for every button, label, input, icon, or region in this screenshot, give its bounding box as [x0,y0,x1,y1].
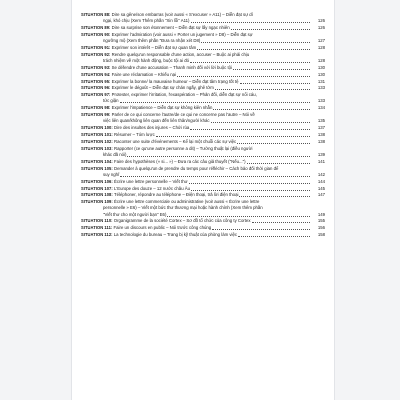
toc-entry-title-line: Écrire une lettre commerciale ou administrative (voir aussi « Écrire une lettre [114,199,260,205]
toc-entry-title-line: Dire sa gêne/son embarras (voir aussi « S'excuser » A11) – Diễn đạt sự dí [111,12,253,17]
situation-label: SITUATION 107: [81,185,113,191]
page-number: 131 [317,78,325,84]
toc-entry-title-line: Faire un discours en public – Nói trước công chúng [113,225,212,231]
toc-entry[interactable] [81,112,325,124]
toc-entry-text [81,132,311,138]
toc-entry[interactable] [81,85,325,91]
page-number: 142 [317,171,325,177]
situation-label: SITUATION 103: [81,145,113,151]
toc-entry-title-line: Rendre quelqu'un responsable d'une action, accuser – Buộc ai phải chịu [111,51,250,57]
dot-leader [156,135,310,137]
toc-entry-title-line: Faire une réclamation – Khiếu nại [111,71,176,77]
situation-label: SITUATION 90: [81,31,111,37]
toc-entry-title-line: Exprimer l'impatience – Diễn đạt sự không kiên nhẫn [111,105,213,111]
toc-entry-title-line: suy nghĩ [103,171,120,177]
toc-entry-title-line: ngưỡng mộ (Xem thêm phần "Đưa ra nhận xét D8) [103,37,201,43]
toc-entry-title-line: tức giận [103,98,119,104]
toc-entry-title-line: việc liên quan/không liên quan đến liên thân/người khác [103,118,210,124]
dot-leader [201,41,310,43]
toc-entry-title-line: Dire des insultes des injures – Chửi rủa [114,125,190,131]
toc-entry[interactable] [81,72,325,78]
page-number: 139 [317,151,325,157]
dot-leader [120,175,310,177]
toc-entry-title-line: Exprimer le dégoût – Diễn đạt sự chán ngấy, ghê tởm [111,85,214,91]
situation-label: SITUATION 89: [81,24,111,30]
toc-entry-text [81,25,311,31]
toc-entry[interactable] [81,179,325,185]
page-number: 141 [317,158,325,164]
page-number: 137 [317,125,325,131]
dot-leader [233,68,310,70]
toc-entry[interactable] [81,32,325,44]
dot-leader [231,28,310,30]
dot-leader [215,88,310,90]
situation-label: SITUATION 111: [81,225,113,231]
page-number: 130 [317,71,325,77]
toc-entry-text [81,52,311,64]
situation-label: SITUATION 100: [81,125,113,131]
page-number: 133 [317,98,325,104]
toc-entry[interactable] [81,139,325,145]
page-number: 128 [317,44,325,50]
situation-label: SITUATION 99: [81,112,111,118]
dot-leader [191,21,311,23]
situation-label: SITUATION 92: [81,51,111,57]
page-number: 144 [317,178,325,184]
situation-label: SITUATION 109: [81,199,113,205]
toc-entry-title-line: Rapporter (ce qu'une autre personne a dit) – Tường thuật lại (điều người [114,145,253,151]
toc-entry-title-line: Organigramme de la société Cortex – Sơ đồ tổ chức của công ty Cortex [113,218,251,224]
toc-entry[interactable] [81,199,325,217]
toc-entry-title-line: Demander à quelqu'un de prendre du temps pour réfléchir – Cách bảo đối thời gian để [114,165,279,171]
toc-entry[interactable] [81,92,325,104]
toc-entry-title-line: "Viết thư cho một người bạn" E6) [103,211,167,217]
toc-entry-title-line: La technologie du bureau – Trang bị kỹ thuật của phòng làm việc [113,232,238,238]
toc-entry[interactable] [81,65,325,71]
toc-entry-title-line: ngại, khó chịu (Xem Thêm phần "Xin lỗi" A11) [103,18,190,24]
toc-entry-text [81,85,311,91]
dot-leader [240,82,311,84]
toc-entry[interactable] [81,218,325,224]
toc-entry[interactable] [81,45,325,51]
toc-entry-text [81,79,311,85]
dot-leader [190,128,310,130]
dot-leader [247,162,310,164]
toc-entry-text [81,125,311,131]
situation-label: SITUATION 98: [81,105,111,111]
table-of-contents [81,12,325,239]
document-page [72,0,334,400]
toc-entry-text [81,192,311,198]
page-number: 155 [317,218,325,224]
toc-entry[interactable] [81,186,325,192]
dot-leader [212,228,310,230]
toc-entry-text [81,199,311,217]
page-number: 156 [317,225,325,231]
toc-entry-title-line: Dire sa surprise son étonnement – Diễn đạt sự lấy ngạc nhiên [111,24,230,30]
toc-entry[interactable] [81,132,325,138]
page-number: 138 [317,138,325,144]
toc-entry-text [81,179,311,185]
toc-entry[interactable] [81,79,325,85]
toc-entry-text [81,12,311,24]
page-number: 133 [317,85,325,91]
toc-entry-text [81,225,311,231]
toc-entry-title-line: Se défendre d'une accusation – Thanh minh đối với lời buộc tội [111,64,232,70]
page-number: 149 [317,211,325,217]
toc-entry[interactable] [81,192,325,198]
dot-leader [239,195,310,197]
page-number: 158 [317,232,325,238]
toc-entry-title-line: Exprimer son intérêt – Diễn đạt sự quan tâm [111,44,197,50]
situation-label: SITUATION 95: [81,78,111,84]
toc-entry-text [81,159,311,165]
dot-leader [211,121,310,123]
toc-entry-title-line: Résumer – Tóm lược [114,132,155,138]
situation-label: SITUATION 105: [81,165,113,171]
situation-label: SITUATION 96: [81,85,111,91]
toc-entry-text [81,65,311,71]
toc-entry-title-line: L'Europe des douze – 12 nước châu Âu [114,185,191,191]
situation-label: SITUATION 94: [81,71,111,77]
dot-leader [237,142,310,144]
dot-leader [120,101,310,103]
toc-entry-text [81,166,311,178]
page-number: 127 [317,37,325,43]
dot-leader [177,75,310,77]
situation-label: SITUATION 106: [81,178,113,184]
toc-entry-title-line: Téléphoner, répondre au téléphone – Điện thoại, trả lời điện thoại [114,192,239,198]
situation-label: SITUATION 101: [81,132,113,138]
toc-entry[interactable] [81,105,325,111]
toc-entry[interactable] [81,159,325,165]
toc-entry[interactable] [81,146,325,158]
page-number: 130 [317,64,325,70]
toc-entry-title-line: Écrire une lettre personnelle – Viết thư [114,178,188,184]
toc-entry-title-line: Raconter une suite d'événements – Kể lại một chuỗi các sự việc [114,138,237,144]
toc-entry-text [81,139,311,145]
page-number: 138 [317,132,325,138]
toc-entry[interactable] [81,225,325,231]
page-number: 134 [317,105,325,111]
dot-leader [167,215,310,217]
toc-entry[interactable] [81,25,325,31]
dot-leader [190,61,310,63]
situation-label: SITUATION 108: [81,192,113,198]
toc-entry-title-line: khác đã nói) [103,151,127,157]
dot-leader [191,189,310,191]
toc-entry-text [81,72,311,78]
toc-entry[interactable] [81,52,325,64]
toc-entry-text [81,32,311,44]
toc-entry-title-line: Exprimer la bonne/ la mauvaise humeur – Diễn đạt tâm trạng tốt tệ [111,78,239,84]
toc-entry[interactable] [81,12,325,24]
toc-entry-title-line: Faire des hypothèses (« si... ») – Đưa ra các câu giả thuyết ("Nếu...") [114,158,246,164]
toc-entry-text [81,92,311,104]
page-number: 126 [317,18,325,24]
page-number: 145 [317,185,325,191]
toc-entry-text [81,186,311,192]
situation-label: SITUATION 93: [81,64,111,70]
situation-label: SITUATION 97: [81,92,111,98]
dot-leader [189,182,311,184]
toc-entry-text [81,112,311,124]
toc-entry[interactable] [81,232,325,238]
dot-leader [238,235,310,237]
toc-entry-text [81,105,311,111]
dot-leader [213,108,310,110]
toc-entry-text [81,218,311,224]
page-number: 126 [317,24,325,30]
toc-entry-title-line: trách nhiệm về một hành động, buộc tội ai đó [103,57,189,63]
toc-entry-title-line: Exprimer l'admiration (voir aussi « Porter un jugement » D8) – Diễn đạt sự [111,31,253,37]
page-number: 135 [317,118,325,124]
toc-entry-text [81,146,311,158]
situation-label: SITUATION 112: [81,232,113,238]
dot-leader [127,155,310,157]
situation-label: SITUATION 88: [81,12,111,17]
page-number: 147 [317,192,325,198]
situation-label: SITUATION 91: [81,44,111,50]
situation-label: SITUATION 110: [81,218,113,224]
dot-leader [197,48,310,50]
toc-entry[interactable] [81,125,325,131]
toc-entry-title-line: Protester, exprimer l'irritation, l'exaspération – Phản đối, diễn đạt sự nổi cáu, [111,92,257,98]
toc-entry-text [81,45,311,51]
toc-entry-text [81,232,311,238]
situation-label: SITUATION 104: [81,158,113,164]
dot-leader [252,221,310,223]
toc-entry-title-line: personnelle » E6) – Viết một bức thư thương mại hoặc hành chính (Xem thêm phần [103,205,263,211]
toc-entry[interactable] [81,166,325,178]
situation-label: SITUATION 102: [81,138,113,144]
page-number: 128 [317,57,325,63]
toc-entry-title-line: Parler de ce qui concerne l'autre/de ce qui ne concerne pas l'autre – Nói về [111,112,255,118]
